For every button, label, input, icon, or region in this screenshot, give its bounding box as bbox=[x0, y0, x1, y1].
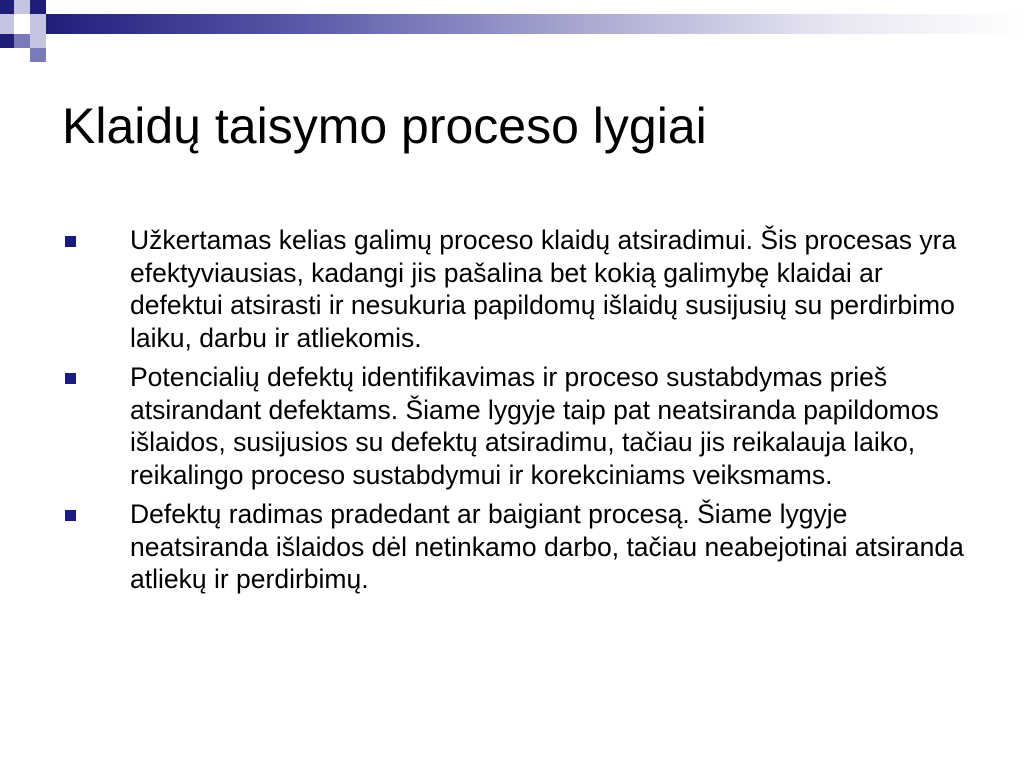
square-bullet-icon bbox=[65, 236, 76, 247]
decor-square bbox=[14, 0, 30, 14]
decor-square bbox=[30, 34, 46, 48]
slide-title: Klaidų taisymo proceso lygiai bbox=[62, 98, 707, 154]
decor-square bbox=[0, 34, 14, 48]
bullet-item bbox=[62, 498, 982, 596]
bullet-item bbox=[62, 361, 982, 491]
bullet-text: Defektų radimas pradedant ar baigiant procesą. Šiame lygyje neatsiranda išlaidos dėl netinkamo darbo, tačiau neabejotinai atsiranda atliekų ir perdirbimų. bbox=[130, 499, 964, 594]
decor-square bbox=[0, 14, 14, 34]
decor-square bbox=[0, 0, 14, 14]
decor-square bbox=[30, 0, 46, 14]
decor-square bbox=[14, 34, 30, 48]
bullet-text: Potencialių defektų identifikavimas ir proceso sustabdymas prieš atsirandant defektams. Šiame lygyje taip pat neatsiranda papildomos išlaidos, susijusios su defektų atsiradimu, tačiau jis reikalauja laiko, reikalingo proceso sustabdymui ir korekciniams veiksmams. bbox=[130, 362, 939, 490]
gradient-bar bbox=[46, 14, 1024, 34]
square-bullet-icon bbox=[65, 373, 76, 384]
bullet-list bbox=[62, 224, 982, 603]
square-bullet-icon bbox=[65, 510, 76, 521]
decor-square bbox=[30, 14, 46, 34]
bullet-text: Užkertamas kelias galimų proceso klaidų atsiradimui. Šis procesas yra efektyviausias, kadangi jis pašalina bet kokią galimybę klaidai ar defektui atsirasti ir nesukuria papildomų išlaidų susijusių su perdirbimo laiku, darbu ir atliekomis. bbox=[130, 225, 957, 353]
header-decoration bbox=[0, 0, 1024, 62]
decor-square bbox=[14, 14, 30, 34]
bullet-item bbox=[62, 224, 982, 354]
decor-square bbox=[30, 48, 46, 62]
